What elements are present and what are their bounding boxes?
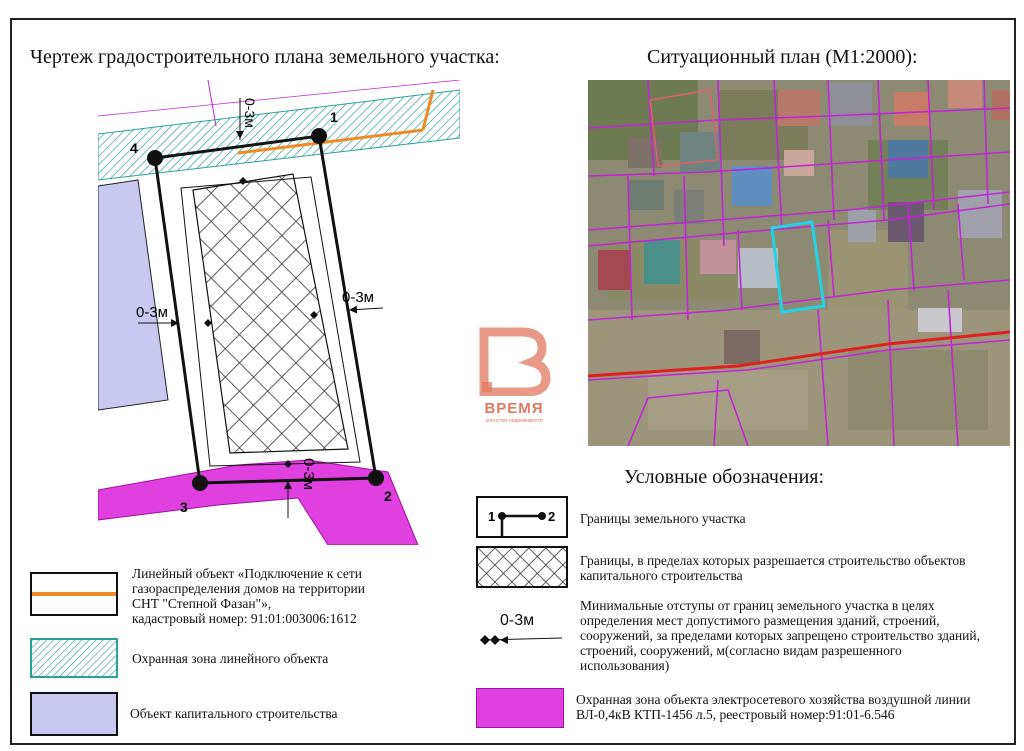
linear-zone-band (98, 90, 460, 180)
point-label-1: 1 (330, 109, 338, 125)
legend-parcel-point-b: 2 (548, 509, 556, 524)
setback-top-label: 0-3м (242, 98, 258, 128)
setback-right-label: 0-3м (342, 289, 374, 306)
legend-title: Условные обозначения: (624, 466, 825, 488)
plan-title: Чертеж градостроительного плана земельного участка: (30, 46, 500, 68)
legend-linear-line3: СНТ "Степной Фазан"», (132, 596, 272, 611)
legend-build-text: Границы, в пределах которых разрешается строительство объектов капитального строительства (580, 553, 966, 583)
legend-linear-zone-swatch (30, 638, 118, 678)
setback-left (136, 304, 178, 323)
legend-parcel-point-a: 1 (488, 509, 496, 524)
legend-parcel-text: Границы земельного участка (580, 511, 746, 526)
point-label-4: 4 (130, 140, 138, 156)
legend-linear-line1: Линейный объект «Подключение к сети (132, 566, 363, 581)
legend-linear-zone-text: Охранная зона линейного объекта (132, 651, 329, 666)
situation-title: Ситуационный план (М1:2000): (647, 46, 918, 68)
legend-setback-label: 0-3м (500, 612, 535, 629)
build-area (193, 174, 348, 453)
setback-bottom-label: 0-3м (300, 458, 317, 490)
legend-setback-text: Минимальные отступы от границ земельного участка в целях определения мест допустимого размещения зданий, строений, сооружений, за пределами которых запрещено строительство зданий, строений, сооружений, м(согласно видам разрешенного использования) (580, 598, 980, 673)
point-label-2: 2 (384, 488, 392, 504)
legend-linear-text (132, 566, 432, 626)
legend-capital-swatch (30, 692, 118, 736)
watermark (474, 326, 554, 426)
legend-setback-arrow (478, 632, 564, 648)
watermark-brand: ВРЕМЯ (484, 400, 544, 417)
legend-linear-line2: газораспределения домов на территории (132, 581, 365, 596)
capital-object-shape (98, 180, 168, 410)
legend-power-swatch (476, 688, 564, 728)
plan-drawing (98, 80, 460, 545)
legend-power-text: Охранная зона объекта электросетевого хозяйства воздушной линии ВЛ-0,4кВ КТП-1456 л.5, реестровый номер:91:01-6.546 (576, 692, 971, 722)
legend-capital-text: Объект капитального строительства (130, 706, 338, 721)
point-label-3: 3 (180, 499, 188, 515)
legend-linear-line4: кадастровый номер: 91:01:003006:1612 (132, 611, 357, 626)
setback-left-label: 0-3м (136, 304, 168, 321)
watermark-tagline: агентство недвижимости (485, 418, 543, 424)
legend-linear-swatch (30, 572, 118, 616)
legend-build-swatch (476, 546, 568, 588)
situation-photo (588, 80, 1010, 446)
legend-parcel-swatch (476, 496, 568, 538)
